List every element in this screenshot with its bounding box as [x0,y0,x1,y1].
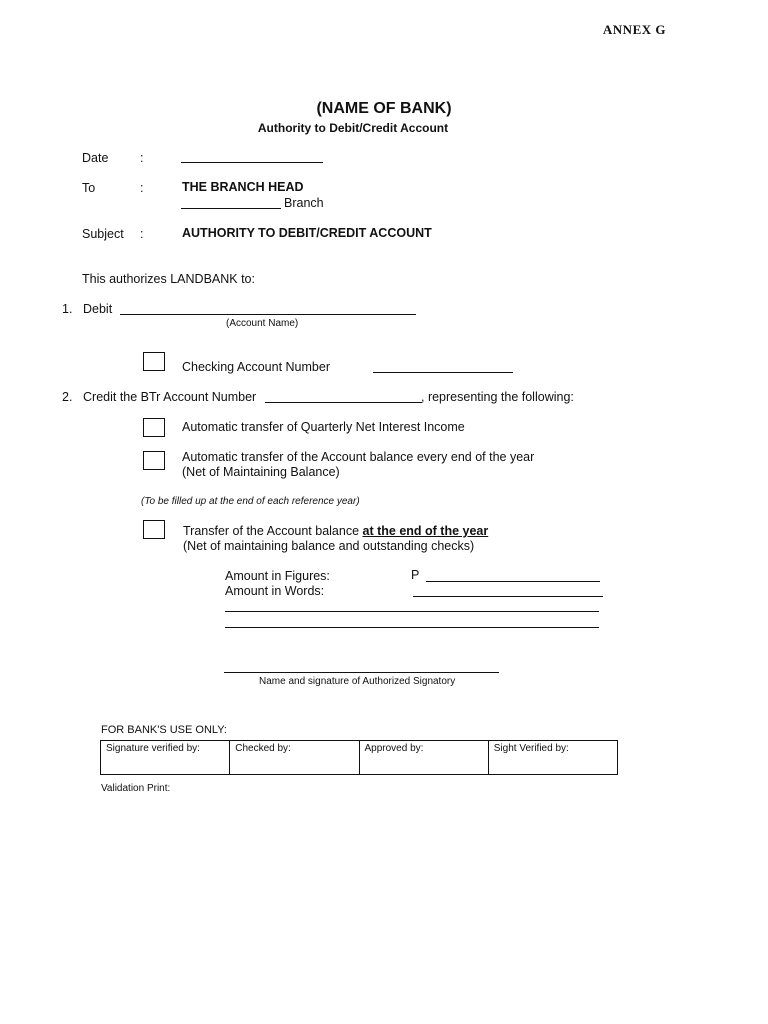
to-label: To [82,181,96,195]
transfer-balance-checkbox[interactable] [143,520,165,539]
option3-emphasis: at the end of the year [362,524,489,538]
annex-label: ANNEX G [602,22,666,37]
checking-account-number-line[interactable] [373,372,513,373]
option2-line1: Automatic transfer of the Account balance every end of the year [182,450,535,464]
option3-prefix: Transfer of the Account balance [183,524,363,538]
item2-label-prefix: Credit the BTr Account Number [83,390,257,404]
currency-symbol: P [411,568,420,582]
sight-verified-cell[interactable]: Sight Verified by: [488,741,617,775]
account-name-line[interactable] [120,314,416,315]
form-subtitle: Authority to Debit/Credit Account [257,121,449,135]
subject-value: AUTHORITY TO DEBIT/CREDIT ACCOUNT [182,226,432,240]
amount-words-label: Amount in Words: [225,584,325,598]
branch-label: Branch [284,196,324,210]
item2-label-suffix: , representing the following: [421,390,574,404]
intro-text: This authorizes LANDBANK to: [82,272,255,286]
to-colon: : [140,181,144,195]
amount-figures-line[interactable] [426,581,600,582]
checking-account-checkbox[interactable] [143,352,165,371]
signatory-caption: Name and signature of Authorized Signatory [259,676,456,687]
amount-words-line-1[interactable] [413,596,603,597]
item2-number: 2. [62,390,73,404]
account-name-caption: (Account Name) [226,318,299,329]
quarterly-interest-checkbox[interactable] [143,418,165,437]
subject-label: Subject [82,227,124,241]
checked-by-cell[interactable]: Checked by: [230,741,359,775]
option3-line2: (Net of maintaining balance and outstanding checks) [183,539,475,553]
bank-use-table [100,740,618,775]
to-value: THE BRANCH HEAD [182,180,304,194]
bank-use-title: FOR BANK'S USE ONLY: [101,724,227,736]
btr-account-number-line[interactable] [265,402,422,403]
amount-words-line-2[interactable] [225,611,599,612]
signatory-line[interactable] [224,672,499,673]
option1-label: Automatic transfer of Quarterly Net Interest Income [182,420,465,434]
approved-by-cell[interactable]: Approved by: [359,741,488,775]
item1-debit-label: Debit [83,302,113,316]
amount-words-line-3[interactable] [225,627,599,628]
option3-line1 [183,524,488,538]
date-field-line[interactable] [181,162,323,163]
date-label: Date [82,151,109,165]
item1-number: 1. [62,302,73,316]
validation-print-label: Validation Print: [101,783,171,794]
reference-year-note: (To be filled up at the end of each reference year) [141,496,360,507]
signature-verified-cell[interactable]: Signature verified by: [101,741,230,775]
bank-name-title: (NAME OF BANK) [316,100,452,117]
option2-line2: (Net of Maintaining Balance) [182,465,340,479]
date-colon: : [140,151,144,165]
subject-colon: : [140,227,144,241]
amount-figures-label: Amount in Figures: [225,569,330,583]
branch-field-line[interactable] [181,208,281,209]
year-end-balance-checkbox[interactable] [143,451,165,470]
checking-account-label: Checking Account Number [182,360,330,374]
